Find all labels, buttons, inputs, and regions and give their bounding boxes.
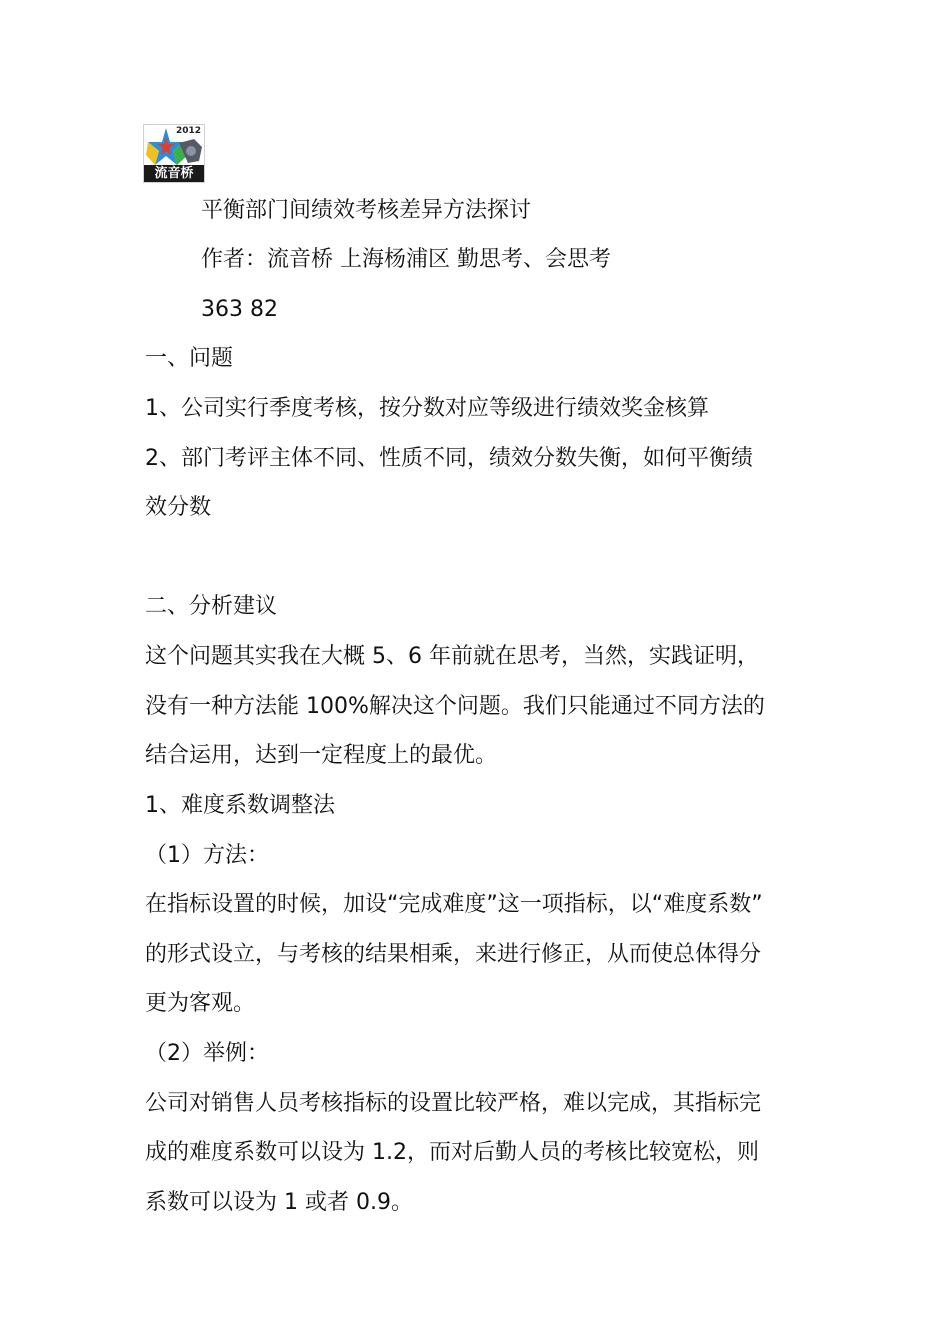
section2-heading: 二、分析建议 — [145, 594, 278, 619]
sub2-line3: 系数可以设为 1 或者 0.9。 — [145, 1190, 413, 1215]
section1-item2-line2: 效分数 — [145, 495, 212, 520]
method-heading: 1、难度系数调整法 — [145, 793, 335, 818]
logo-name: 流音桥 — [144, 165, 204, 182]
para1-line1: 这个问题其实我在大概 5、6 年前就在思考，当然，实践证明， — [145, 644, 759, 669]
sub2-line1: 公司对销售人员考核指标的设置比较严格，难以完成，其指标完 — [145, 1091, 762, 1116]
section1-heading: 一、问题 — [145, 346, 234, 371]
author-line: 作者：流音桥 上海杨浦区 勤思考、会思考 — [201, 247, 611, 272]
sub1-line3: 更为客观。 — [145, 991, 256, 1016]
sub2-heading: （2）举例： — [145, 1041, 269, 1066]
para1-line3: 结合运用，达到一定程度上的最优。 — [145, 743, 498, 768]
sub1-line1: 在指标设置的时候，加设“完成难度”这一项指标，以“难度系数” — [145, 892, 763, 917]
para1-line2: 没有一种方法能 100%解决这个问题。我们只能通过不同方法的 — [145, 694, 765, 719]
section1-item1: 1、公司实行季度考核，按分数对应等级进行绩效奖金核算 — [145, 396, 709, 421]
sub1-heading: （1）方法： — [145, 843, 269, 868]
logo-year: 2012 — [175, 126, 201, 136]
logo — [143, 124, 205, 183]
doc-title: 平衡部门间绩效考核差异方法探讨 — [201, 198, 532, 223]
sub2-line2: 成的难度系数可以设为 1.2，而对后勤人员的考核比较宽松，则 — [145, 1140, 759, 1165]
section1-item2-line1: 2、部门考评主体不同、性质不同，绩效分数失衡，如何平衡绩 — [145, 446, 753, 471]
sub1-line2: 的形式设立，与考核的结果相乘，来进行修正，从而使总体得分 — [145, 942, 762, 967]
doc-number: 363 82 — [201, 297, 278, 322]
